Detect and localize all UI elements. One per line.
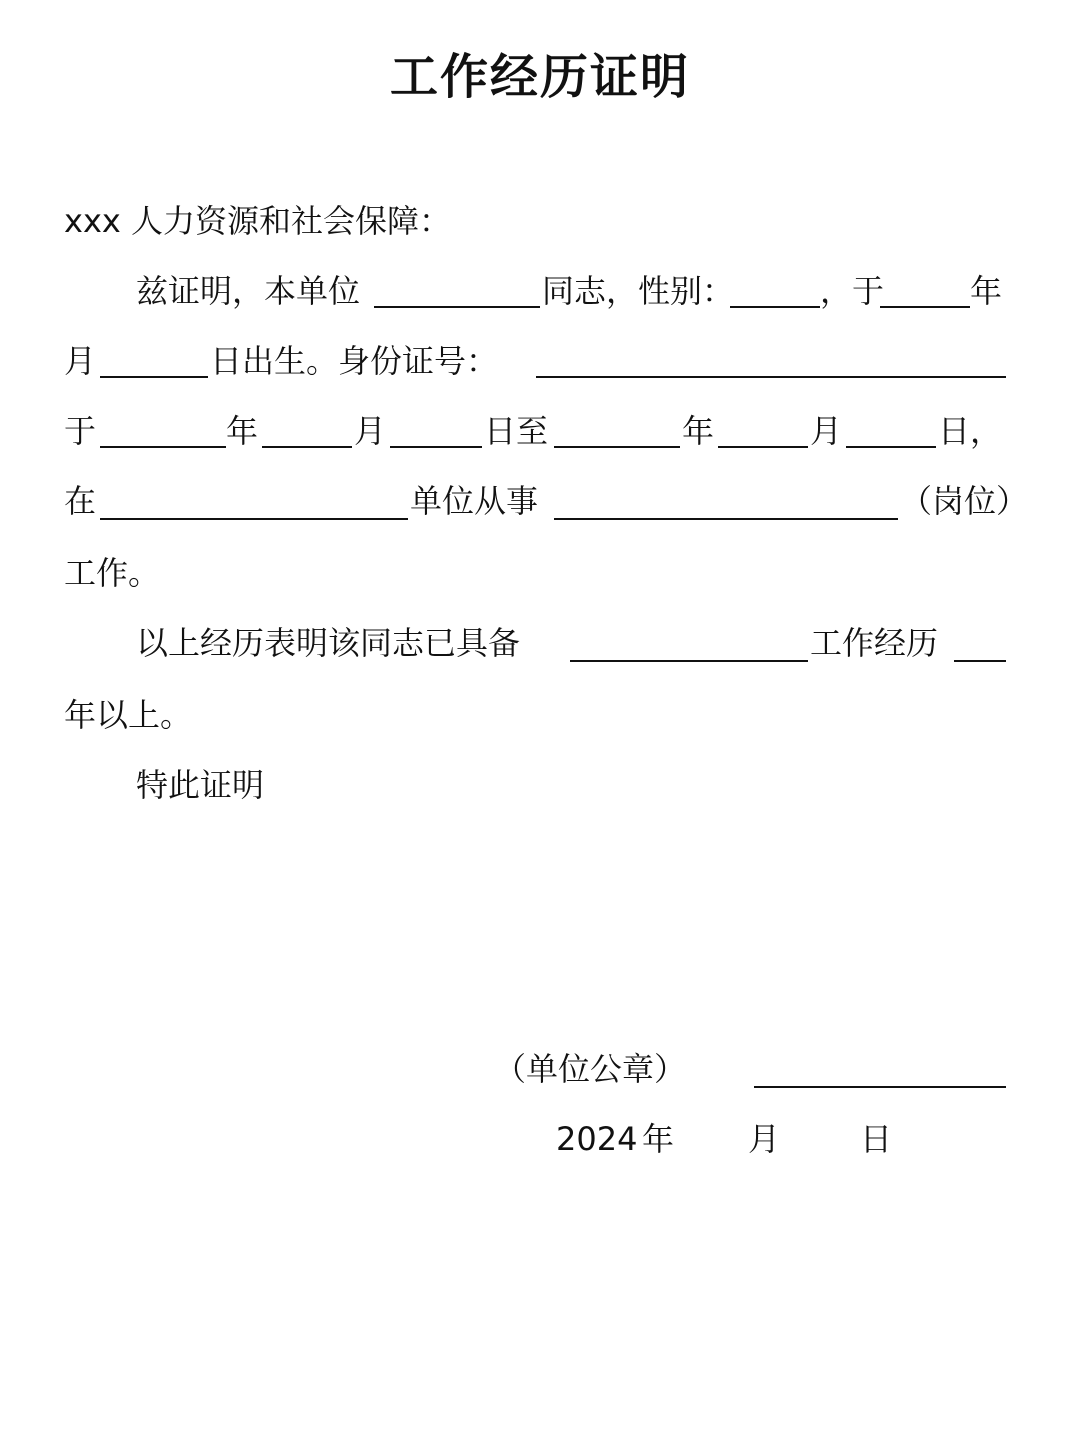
gender-blank[interactable]: [730, 306, 820, 308]
end-day-blank[interactable]: [846, 446, 936, 448]
start-day-blank[interactable]: [390, 446, 482, 448]
text-at-unit: 在: [64, 482, 97, 520]
text-year: 年: [970, 272, 1003, 310]
date-year-value: 2024: [556, 1120, 638, 1158]
text-end-day: 日，: [938, 412, 1003, 450]
experience-type-blank[interactable]: [570, 660, 808, 662]
text-end-year: 年: [682, 412, 715, 450]
document-title: 工作经历证明: [389, 49, 690, 105]
unit-name-blank[interactable]: [100, 518, 408, 520]
text-start-month: 月: [354, 412, 387, 450]
date-day-unit: 日: [860, 1120, 893, 1158]
text-day-to: 日至: [484, 412, 549, 450]
text-position: （岗位）: [900, 482, 1029, 520]
end-year-blank[interactable]: [554, 446, 680, 448]
text-born-id: 日出生。身份证号：: [210, 342, 499, 380]
text-experience-shows: 以上经历表明该同志已具备: [136, 624, 521, 662]
start-month-blank[interactable]: [262, 446, 352, 448]
text-work-experience: 工作经历: [810, 624, 939, 662]
position-blank[interactable]: [554, 518, 898, 520]
seal-label: （单位公章）: [494, 1050, 687, 1088]
text-work: 工作。: [64, 554, 161, 592]
text-years-above: 年以上。: [64, 696, 193, 734]
date-month-unit: 月: [748, 1120, 781, 1158]
text-comrade-gender: 同志，性别：: [542, 272, 735, 310]
id-number-blank[interactable]: [536, 376, 1006, 378]
text-start-year: 年: [226, 412, 259, 450]
text-unit-engaged: 单位从事: [410, 482, 539, 520]
start-year-blank[interactable]: [100, 446, 226, 448]
name-blank[interactable]: [374, 306, 540, 308]
text-from: 于: [64, 412, 97, 450]
text-at: ，于: [820, 272, 885, 310]
text-end-month: 月: [810, 412, 843, 450]
experience-years-blank[interactable]: [954, 660, 1006, 662]
date-year-unit: 年: [642, 1120, 675, 1158]
text-certify-unit: 兹证明，本单位: [136, 272, 361, 310]
seal-signature-blank[interactable]: [754, 1086, 1006, 1088]
end-month-blank[interactable]: [718, 446, 808, 448]
addressee: xxx 人力资源和社会保障：: [64, 202, 451, 240]
text-hereby-certify: 特此证明: [136, 766, 265, 804]
birth-year-blank[interactable]: [880, 306, 970, 308]
text-month: 月: [64, 342, 97, 380]
birth-month-blank[interactable]: [100, 376, 208, 378]
